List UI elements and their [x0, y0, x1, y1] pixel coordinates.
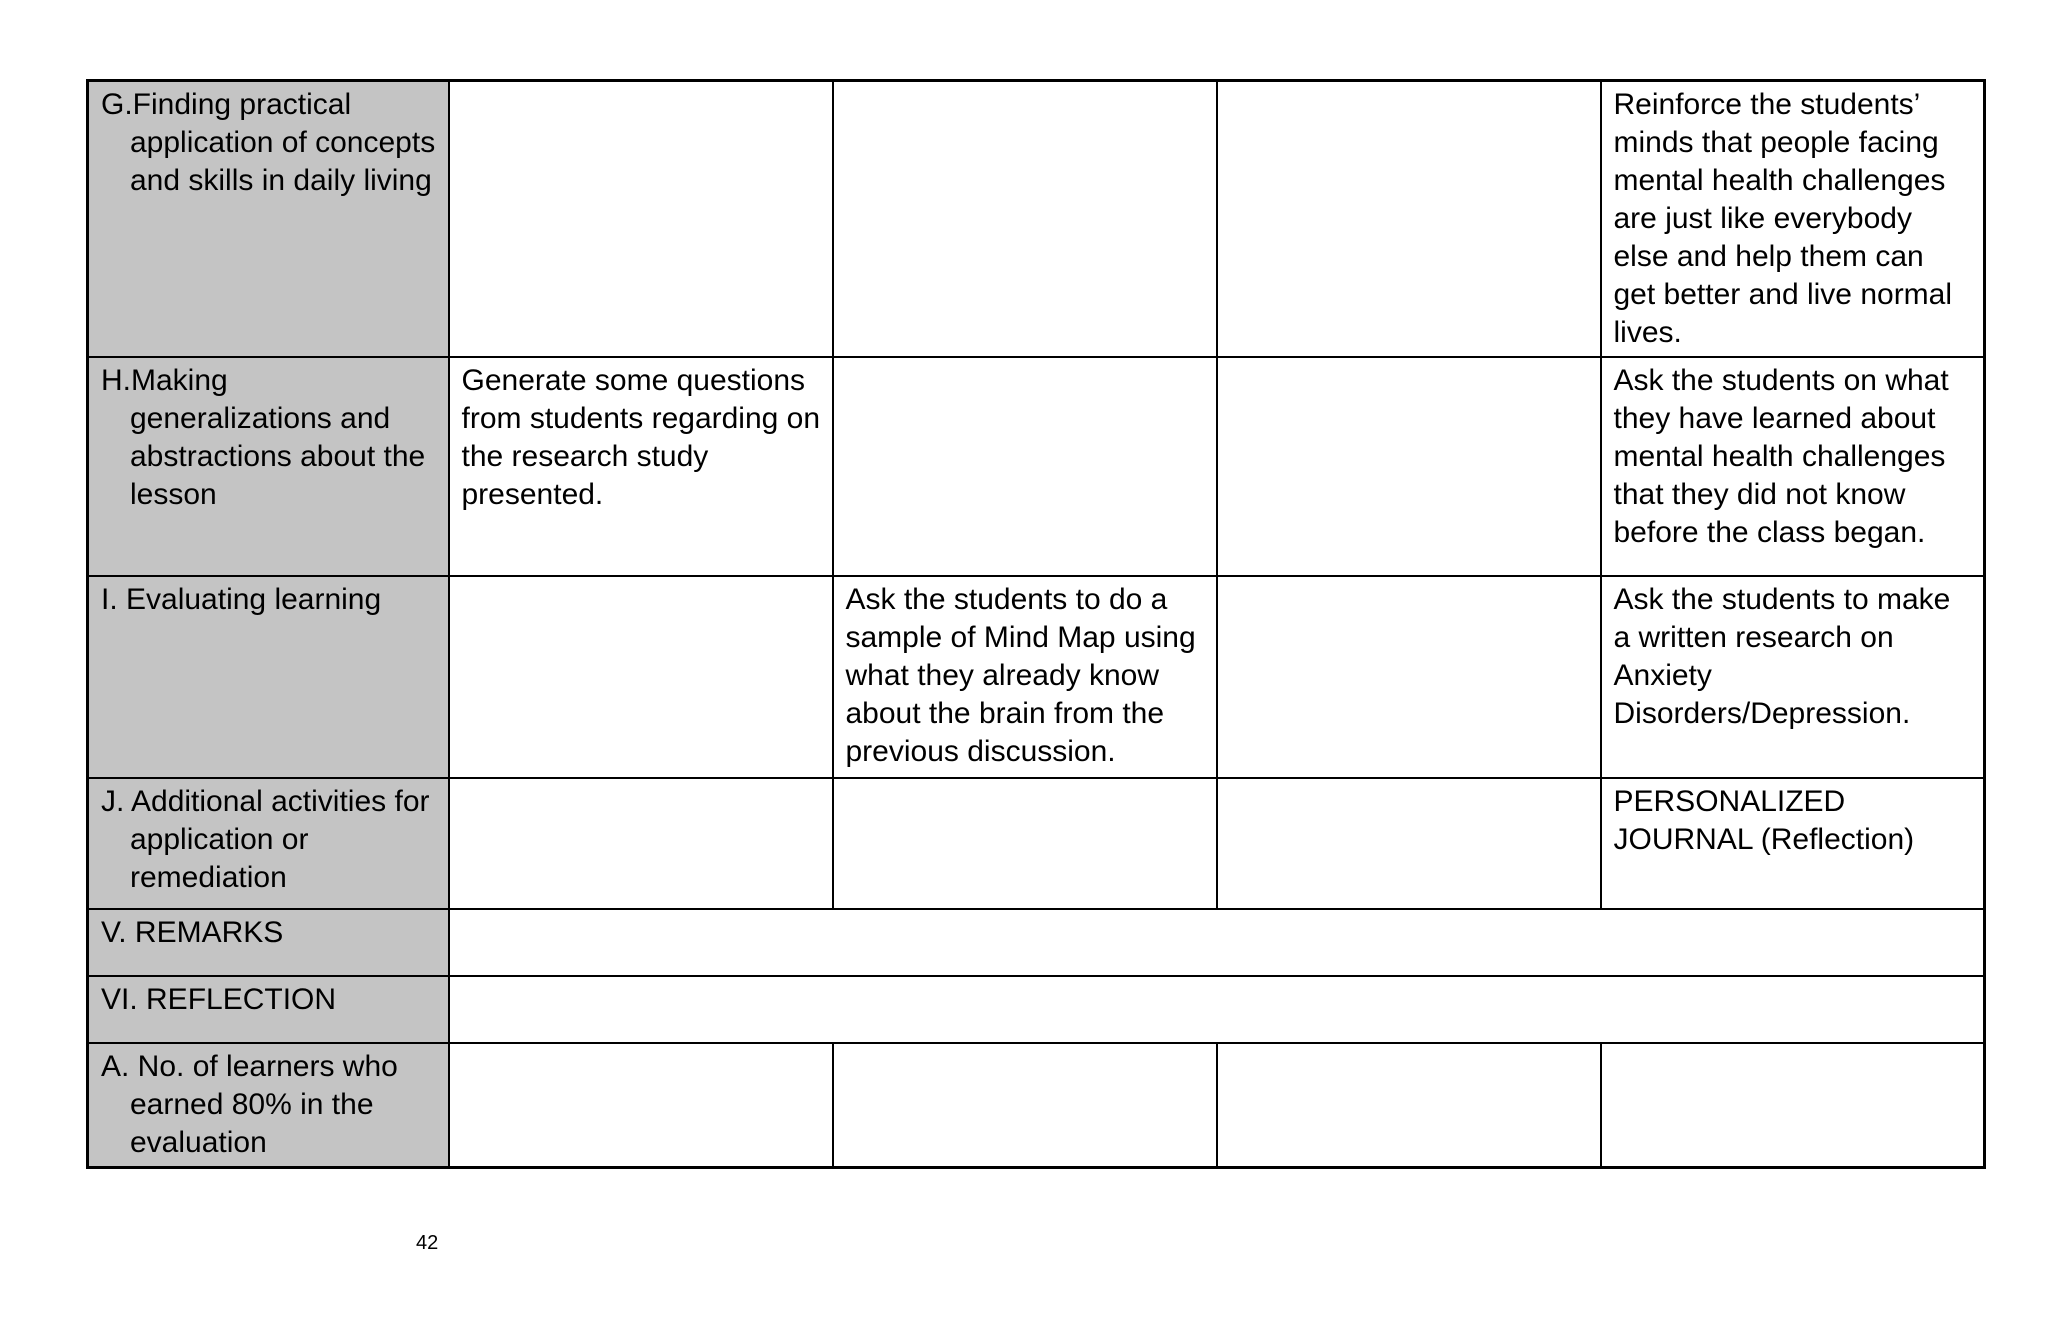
table-row-learners-80-percent — [88, 1043, 1985, 1168]
table-row-additional-activities — [88, 778, 1985, 909]
table-cell: PERSONALIZED JOURNAL (Reflection) — [1601, 778, 1985, 909]
table-row-finding-practical-application — [88, 81, 1985, 358]
table-cell: Ask the students to do a sample of Mind Map using what they already know about the brain from the previous discussion. — [833, 576, 1217, 778]
table-cell — [833, 1043, 1217, 1168]
table-cell — [1217, 1043, 1601, 1168]
row-label: A. No. of learners who earned 80% in the evaluation — [88, 1043, 449, 1168]
row-label: G.Finding practical application of concepts and skills in daily living — [88, 81, 449, 358]
table-cell — [1217, 576, 1601, 778]
table-cell — [1601, 1043, 1985, 1168]
row-label: V. REMARKS — [88, 909, 449, 976]
row-label: VI. REFLECTION — [88, 976, 449, 1043]
row-label: H.Making generalizations and abstractions about the lesson — [88, 357, 449, 576]
table-cell — [833, 778, 1217, 909]
table-row-making-generalizations — [88, 357, 1985, 576]
row-label: J. Additional activities for application or remediation — [88, 778, 449, 909]
row-label: I. Evaluating learning — [88, 576, 449, 778]
table-cell: Ask the students to make a written research on Anxiety Disorders/Depression. — [1601, 576, 1985, 778]
table-cell — [833, 81, 1217, 358]
table-cell — [449, 778, 833, 909]
table-row-evaluating-learning — [88, 576, 1985, 778]
table-cell — [833, 357, 1217, 576]
table-row-reflection — [88, 976, 1985, 1043]
table-cell: Ask the students on what they have learned about mental health challenges that they did not know before the class began. — [1601, 357, 1985, 576]
lesson-plan-table — [86, 79, 1986, 1169]
table-cell — [1217, 357, 1601, 576]
table-cell — [449, 1043, 833, 1168]
table-cell-merged — [449, 976, 1985, 1043]
table-cell — [1217, 778, 1601, 909]
table-cell: Reinforce the students’ minds that people facing mental health challenges are just like everybody else and help them can get better and live normal lives. — [1601, 81, 1985, 358]
table-cell — [449, 576, 833, 778]
page-number: 42 — [416, 1232, 439, 1254]
table-cell — [449, 81, 833, 358]
table-cell-merged — [449, 909, 1985, 976]
table-row-remarks — [88, 909, 1985, 976]
table-cell — [1217, 81, 1601, 358]
table-cell: Generate some questions from students regarding on the research study presented. — [449, 357, 833, 576]
